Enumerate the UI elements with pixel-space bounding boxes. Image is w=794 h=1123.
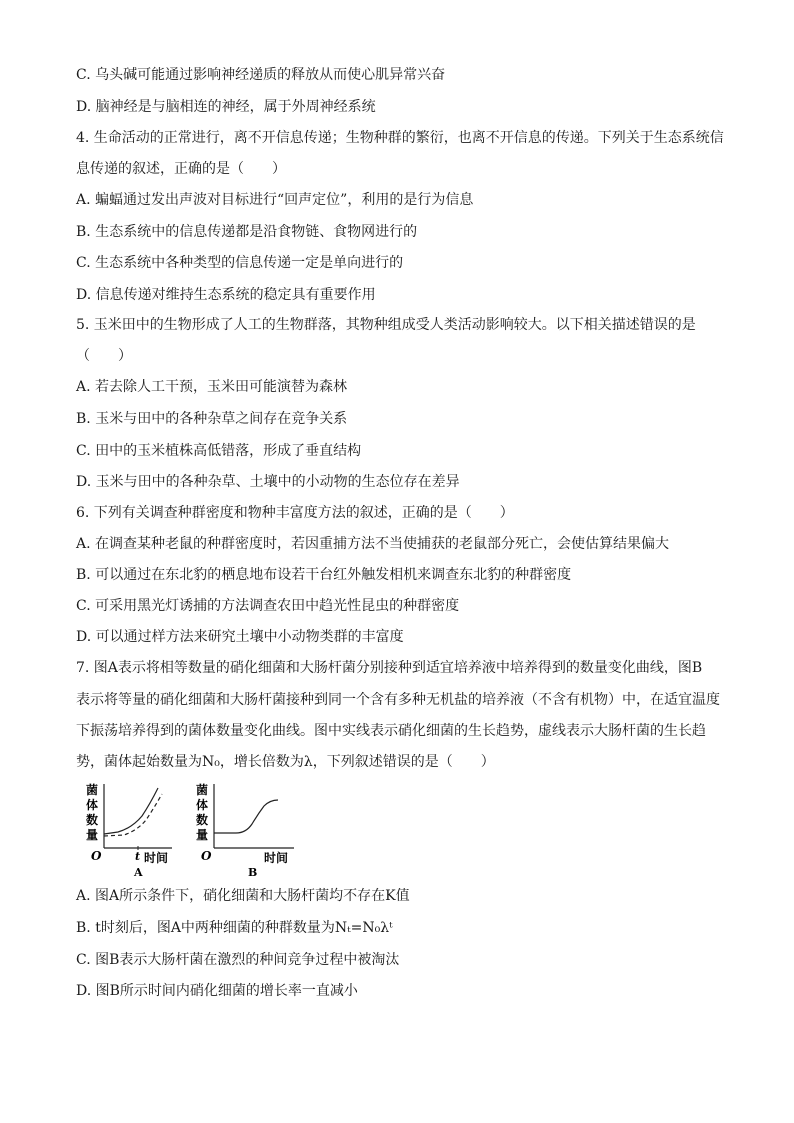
question-4-stem-cont: 息传递的叙述，正确的是（ ） [76,161,286,177]
question-7-stem: 7. 图A表示将相等数量的硝化细菌和大肠杆菌分别接种到适宜培养液中培养得到的数量变化曲线，图B [76,660,703,676]
figure-a [86,782,172,879]
figure-a-t-label: t [135,850,141,863]
question-5-option-d: D. 玉米与田中的各种杂草、土壤中的小动物的生态位存在差异 [76,474,460,490]
question-6-option-d: D. 可以通过样方法来研究土壤中小动物类群的丰富度 [76,629,404,645]
question-3-option-c: C. 乌头碱可能通过影响神经递质的释放从而使心肌异常兴奋 [76,67,446,83]
question-5-option-a: A. 若去除人工干预，玉米田可能演替为森林 [76,379,348,395]
question-5-option-c: C. 田中的玉米植株高低错落，形成了垂直结构 [76,443,362,459]
growth-curve-figures [80,780,310,880]
question-4-option-d: D. 信息传递对维持生态系统的稳定具有重要作用 [76,287,376,303]
figure-a-y-label-3: 数 [86,813,99,827]
figure-a-y-label-2: 体 [86,798,99,812]
figure-a-y-label-4: 量 [86,828,99,842]
question-4-option-a: A. 蝙蝠通过发出声波对目标进行“回声定位”，利用的是行为信息 [76,192,474,208]
figure-b-y-label-3: 数 [196,813,209,827]
question-7-stem-cont-1: 表示将等量的硝化细菌和大肠杆菌接种到同一个含有多种无机盐的培养液（不含有机物）中，在适宜温度 [76,692,720,708]
question-4-option-b: B. 生态系统中的信息传递都是沿食物链、食物网进行的 [76,224,418,240]
question-5-stem-cont: （ ） [76,348,132,364]
question-6-option-a: A. 在调查某种老鼠的种群密度时，若因重捕方法不当使捕获的老鼠部分死亡，会使估算结果偏大 [76,536,670,552]
figure-b-origin: O [201,849,212,863]
question-3-option-d: D. 脑神经是与脑相连的神经，属于外周神经系统 [76,99,376,115]
figure-a-origin: O [91,849,102,863]
question-4-option-c: C. 生态系统中各种类型的信息传递一定是单向进行的 [76,255,404,271]
question-4-stem: 4. 生命活动的正常进行，离不开信息传递；生物种群的繁衍，也离不开信息的传递。下列关于生态系统信 [76,130,724,146]
figure-b-x-label: 时间 [264,851,289,865]
question-5-option-b: B. 玉米与田中的各种杂草之间存在竞争关系 [76,411,348,427]
question-7-option-b: B. t时刻后，图A中两种细菌的种群数量为Nₜ=N₀λᵗ [76,920,393,936]
figure-b-caption: B [248,866,258,879]
figure-b-solid-curve [214,800,278,833]
question-7-option-a: A. 图A所示条件下，硝化细菌和大肠杆菌均不存在K值 [76,888,410,904]
figure-b [196,782,294,879]
figure-b-y-label-2: 体 [196,798,209,812]
question-7-stem-cont-2: 下振荡培养得到的菌体数量变化曲线。图中实线表示硝化细菌的生长趋势，虚线表示大肠杆菌的生长趋 [76,723,706,739]
figure-a-y-label-1: 菌 [86,783,99,797]
figure-a-x-label: 时间 [144,851,169,865]
figure-a-caption: A [134,866,143,879]
question-7-stem-cont-3: 势，菌体起始数量为N₀，增长倍数为λ，下列叙述错误的是（ ） [76,754,495,770]
figure-a-solid-curve [104,788,158,834]
figure-b-y-label-4: 量 [196,828,209,842]
question-6-option-b: B. 可以通过在东北豹的栖息地布设若干台红外触发相机来调查东北豹的种群密度 [76,567,572,583]
figure-a-dashed-curve [104,794,162,836]
question-6-stem: 6. 下列有关调查种群密度和物种丰富度方法的叙述，正确的是（ ） [76,505,514,521]
question-7-option-d: D. 图B所示时间内硝化细菌的增长率一直减小 [76,983,358,999]
question-6-option-c: C. 可采用黑光灯诱捕的方法调查农田中趋光性昆虫的种群密度 [76,598,460,614]
figure-b-y-label-1: 菌 [196,783,209,797]
question-5-stem: 5. 玉米田中的生物形成了人工的生物群落，其物种组成受人类活动影响较大。以下相关描述错误的是 [76,317,696,333]
question-7-option-c: C. 图B表示大肠杆菌在激烈的种间竞争过程中被淘汰 [76,952,400,968]
